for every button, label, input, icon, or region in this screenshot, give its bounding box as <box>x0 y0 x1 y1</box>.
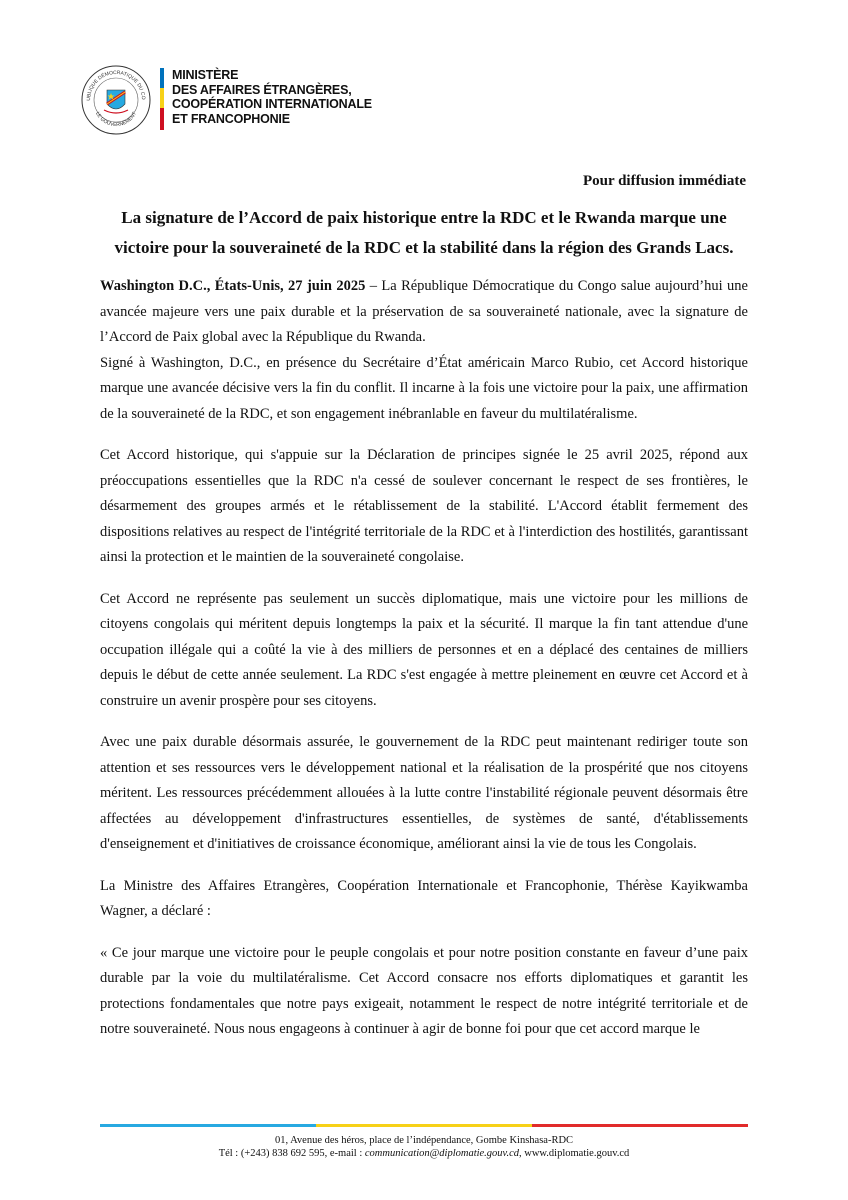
ministry-name <box>172 68 432 126</box>
government-seal-icon <box>80 64 152 136</box>
footer-tel: Tél : (+243) 838 692 595, e-mail : <box>218 1148 365 1159</box>
ministry-line: MINISTÈRE <box>172 68 239 82</box>
flag-color-bar <box>160 68 164 130</box>
seal-text-bottom: LE GOUVERNEMENT <box>94 111 138 129</box>
ministry-line: ET FRANCOPHONIE <box>172 111 290 126</box>
headline-line: victoire pour la souveraineté de la RDC et la stabilité dans la région des Grands Lacs. <box>114 238 734 257</box>
headline-line: La signature de l’Accord de paix historique entre la RDC et le Rwanda marque une <box>121 208 727 227</box>
footer-color-line <box>100 1124 748 1127</box>
paragraph: Cet Accord historique, qui s'appuie sur la Déclaration de principes signée le 25 avril 2025, répond aux préoccupations essentielles que la RDC n'a cessé de soulever concernant le respect de ses frontières, le désarmement des groupes armés et le rétablissement de la stabilité. L'Accord établit fermement des dispositions relatives au respect de l'intégrité territoriale de la RDC et à l'interdiction des hostilités, garantissant ainsi la protection et le maintien de la souveraineté congolaise. <box>100 447 748 565</box>
svg-text:LE GOUVERNEMENT <box>94 111 138 128</box>
footer-contact <box>100 1147 748 1160</box>
seal-text-top: UBLIQUE DÉMOCRATIQUE DU CO <box>85 69 147 101</box>
press-release-body <box>100 274 748 1059</box>
paragraph <box>100 274 748 351</box>
headline <box>100 203 748 263</box>
footer-email[interactable]: communication@diplomatie.gouv.cd <box>364 1148 519 1159</box>
paragraph: Signé à Washington, D.C., en présence du Secrétaire d’État américain Marco Rubio, cet Accord historique marque une avancée décisive vers la fin du conflit. Il incarne à la fois une victoire pour la paix, une affirmation de la souveraineté de la RDC, et son engagement inébranlable en faveur du multilatéralisme. <box>100 354 748 422</box>
release-label: Pour diffusion immédiate <box>582 173 746 189</box>
paragraph-text: – La République Démocratique du Congo salue aujourd’hui une avancée majeure vers une paix durable et la préservation de sa souveraineté nationale, avec la signature de l’Accord de Paix global avec la République du Rwanda. <box>100 278 748 345</box>
paragraph: « Ce jour marque une victoire pour le peuple congolais et pour notre position constante en faveur d’une paix durable par la voie du multilatéralisme. Cet Accord consacre nos efforts diplomatiques et garantit les protections fondamentales que notre pays exigeait, notamment le respect de notre intégrité territoriale et de notre souveraineté. Nous nous engageons à continuer à agir de bonne foi pour que cet accord marque le <box>100 944 748 1037</box>
paragraph: Cet Accord ne représente pas seulement un succès diplomatique, mais une victoire pour les millions de citoyens congolais qui méritent depuis longtemps la paix et la sécurité. Il marque la fin tant attendue d'une occupation illégale qui a coûté la vie à des milliers de personnes et en a déplacé des centaines de milliers depuis le début de cette année seulement. La RDC s'est engagée à mettre pleinement en œuvre cet Accord et à construire un avenir prospère pour ses citoyens. <box>100 590 748 709</box>
footer-address: 01, Avenue des héros, place de l’indépendance, Gombe Kinshasa-RDC <box>274 1135 574 1146</box>
ministry-line: COOPÉRATION INTERNATIONALE <box>172 97 372 111</box>
footer <box>100 1134 748 1160</box>
dateline: Washington D.C., États-Unis, 27 juin 2025 <box>100 278 366 294</box>
paragraph: La Ministre des Affaires Etrangères, Coopération Internationale et Francophonie, Thérèse Kayikwamba Wagner, a déclaré : <box>100 877 748 919</box>
footer-website[interactable]: , www.diplomatie.gouv.cd <box>518 1148 630 1159</box>
paragraph: Avec une paix durable désormais assurée, le gouvernement de la RDC peut maintenant rediriger toute son attention et ses ressources vers le développement national et la réalisation de la prospérité que nos citoyens méritent. Les ressources précédemment allouées à la lutte contre l'instabilité régionale peuvent désormais être affectées au développement d'infrastructures essentielles, de systèmes de santé, d'établissements d'enseignement et d'initiatives de croissance économique, améliorant ainsi la vie de tous les Congolais. <box>100 734 748 852</box>
ministry-line: DES AFFAIRES ÉTRANGÈRES, <box>172 82 352 97</box>
